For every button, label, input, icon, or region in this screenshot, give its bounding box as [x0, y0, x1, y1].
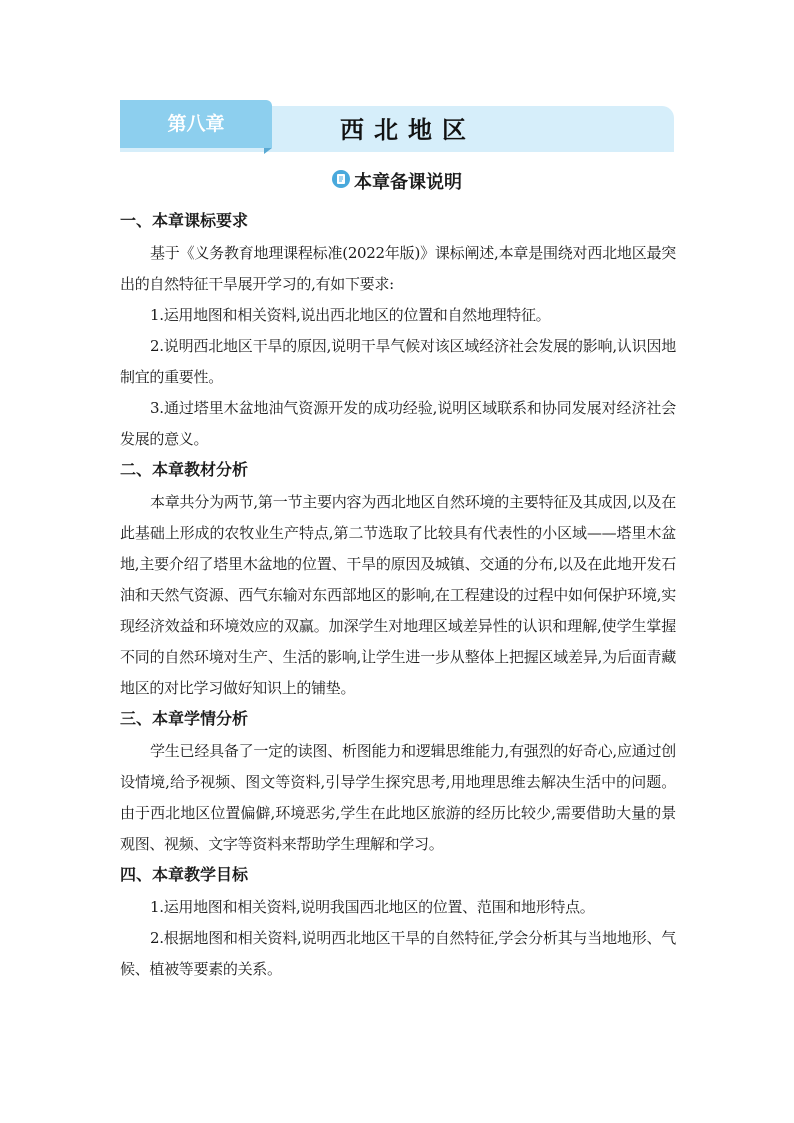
chapter-tab — [120, 100, 272, 148]
section-heading: 四、本章教学目标 — [120, 865, 249, 884]
paragraph: 2.说明西北地区干旱的原因,说明干旱气候对该区域经济社会发展的影响,认识因地制宜的重要性。 — [120, 337, 676, 386]
subtitle-row — [0, 167, 794, 195]
document-body — [120, 206, 676, 985]
paragraph: 本章共分为两节,第一节主要内容为西北地区自然环境的主要特征及其成因,以及在此基础上形成的农牧业生产特点,第二节选取了比较具有代表性的小区域——塔里木盆地,主要介绍了塔里木盆地的位置、干旱的原因及城镇、交通的分布,以及在此地开发石油和天然气资源、西气东输对东西部地区的影响,在工程建设的过程中如何保护环境,实现经济效益和环境效应的双赢。加深学生对地理区域差异性的认识和理解,使学生掌握不同的自然环境对生产、生活的影响,让学生进一步从整体上把握区域差异,为后面青藏地区的对比学习做好知识上的铺垫。 — [120, 493, 676, 697]
chapter-label: 第八章 — [167, 113, 225, 135]
chapter-title: 西北地区 — [340, 116, 476, 144]
paragraph: 1.运用地图和相关资料,说明我国西北地区的位置、范围和地形特点。 — [150, 898, 595, 916]
paragraph: 学生已经具备了一定的读图、析图能力和逻辑思维能力,有强烈的好奇心,应通过创设情境,给予视频、图文等资料,引导学生探究思考,用地理思维去解决生活中的问题。由于西北地区位置偏僻,环境恶劣,学生在此地区旅游的经历比较少,需要借助大量的景观图、视频、文字等资料来帮助学生理解和学习。 — [120, 742, 676, 853]
paragraph: 基于《义务教育地理课程标准(2022年版)》课标阐述,本章是围绕对西北地区最突出的自然特征干旱展开学习的,有如下要求: — [120, 244, 676, 293]
page-subtitle: 本章备课说明 — [354, 172, 462, 193]
section-heading: 二、本章教材分析 — [120, 460, 249, 479]
section-heading: 三、本章学情分析 — [120, 709, 249, 728]
paragraph: 1.运用地图和相关资料,说出西北地区的位置和自然地理特征。 — [150, 306, 551, 324]
note-icon — [332, 170, 350, 188]
paragraph: 2.根据地图和相关资料,说明西北地区干旱的自然特征,学会分析其与当地地形、气候、植被等要素的关系。 — [120, 929, 676, 978]
paragraph: 3.通过塔里木盆地油气资源开发的成功经验,说明区域联系和协同发展对经济社会发展的意义。 — [120, 399, 676, 448]
section-heading: 一、本章课标要求 — [120, 211, 249, 230]
